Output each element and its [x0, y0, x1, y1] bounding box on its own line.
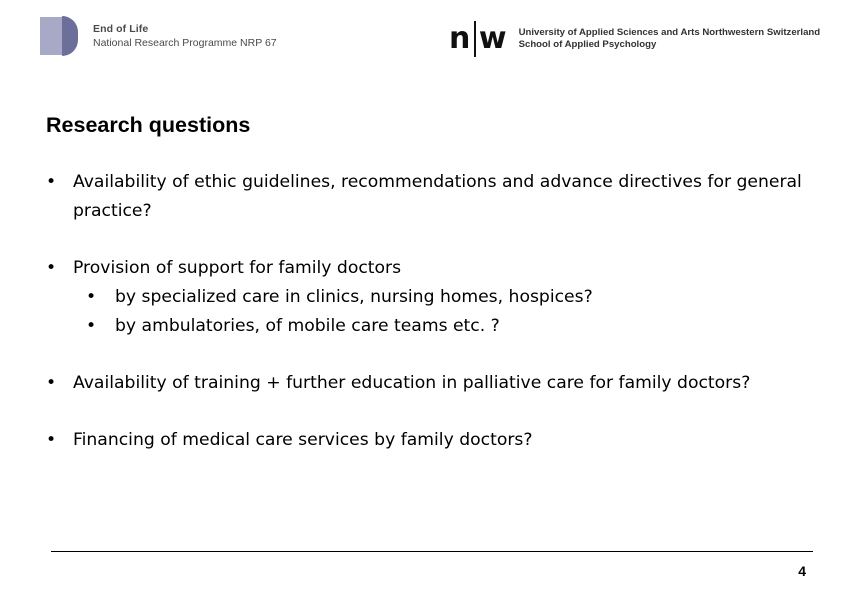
fhnw-school-name: School of Applied Psychology [518, 39, 657, 50]
footer-divider [51, 551, 813, 552]
sub-bullet-item [73, 283, 806, 312]
fhnw-mark-divider [474, 21, 476, 57]
bullet-text: Provision of support for family doctors [73, 258, 402, 278]
nrp67-logo-icon [40, 16, 82, 56]
bullet-icon: • [46, 430, 57, 450]
bullet-icon: • [46, 172, 57, 192]
sub-bullet-item [73, 312, 806, 341]
bullet-item [46, 426, 806, 455]
sub-bullet-text: by ambulatories, of mobile care teams etc. ? [115, 316, 500, 336]
nrp67-logo-subtitle: National Research Programme NRP 67 [93, 37, 277, 49]
page-number: 4 [798, 563, 806, 579]
nrp67-logo-title: End of Life [93, 23, 149, 35]
bullet-text: Financing of medical care services by family doctors? [73, 430, 533, 450]
fhnw-mark-n: n [449, 21, 471, 56]
fhnw-logo-text [519, 27, 821, 51]
bullet-icon: • [46, 258, 57, 278]
nrp67-logo [40, 15, 277, 57]
sub-bullet-icon: • [86, 287, 97, 307]
bullet-item [46, 254, 806, 341]
bullet-item [46, 168, 806, 226]
fhnw-mark-w: w [478, 21, 507, 56]
nrp67-logo-text [93, 22, 277, 50]
bullet-text: Availability of ethic guidelines, recommendations and advance directives for general practice? [73, 172, 802, 221]
bullet-icon: • [46, 373, 57, 393]
bullet-list [46, 168, 806, 455]
slide-title: Research questions [46, 113, 251, 137]
sub-bullet-list [73, 283, 806, 341]
sub-bullet-icon: • [86, 316, 97, 336]
fhnw-logo [449, 20, 820, 58]
sub-bullet-text: by specialized care in clinics, nursing homes, hospices? [115, 287, 593, 307]
bullet-text: Availability of training + further education in palliative care for family doctors? [73, 373, 751, 393]
bullet-item [46, 369, 806, 398]
fhnw-logo-icon [449, 20, 507, 58]
fhnw-university-name: University of Applied Sciences and Arts Northwestern Switzerland [518, 27, 821, 38]
